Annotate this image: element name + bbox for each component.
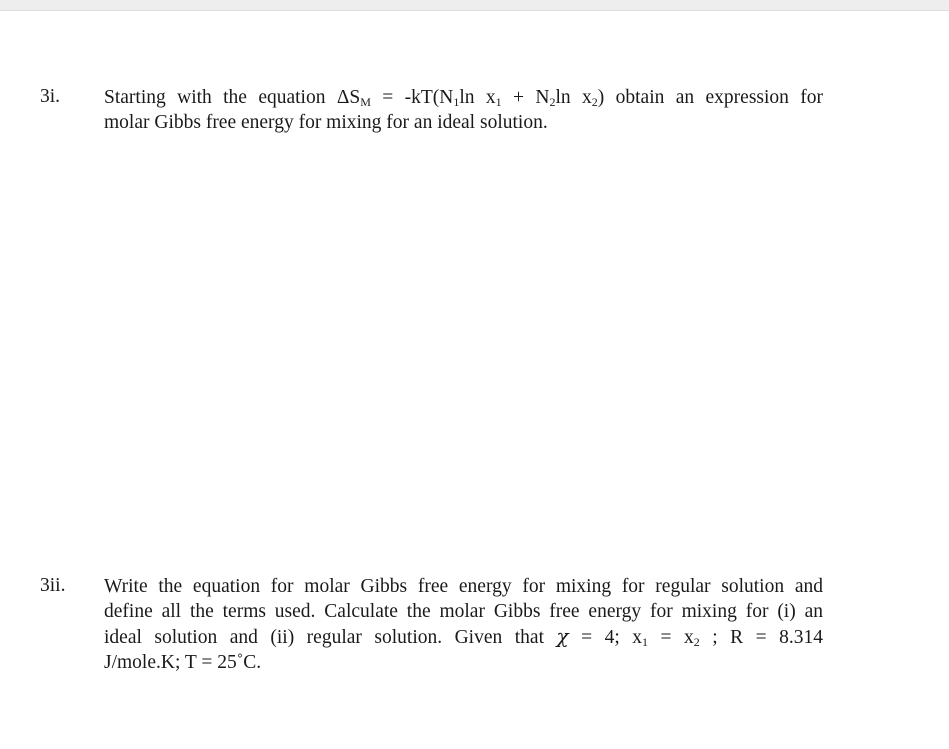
question-number: 3i. (40, 86, 61, 107)
subscript: 2 (693, 635, 700, 649)
top-toolbar-strip (0, 0, 949, 11)
text-segment: = -kT(N (370, 87, 454, 108)
text-segment: ) obtain an expression for (597, 87, 824, 108)
subscript: 1 (642, 635, 648, 649)
text-segment: Starting with the equation ΔS (104, 87, 361, 108)
subscript: 2 (549, 95, 556, 109)
subscript: 1 (453, 95, 460, 109)
subscript: 1 (495, 95, 502, 109)
question-text (104, 86, 823, 135)
question-number: 3ii. (40, 575, 66, 596)
subscript: 2 (591, 95, 598, 109)
text-segment: = 4; x (568, 627, 642, 648)
question-line (104, 86, 823, 111)
text-segment: = x (648, 627, 694, 648)
text-segment: ln x (555, 87, 592, 108)
text-segment: ; R = 8.314 (699, 627, 823, 648)
question-text (104, 575, 823, 675)
text-segment: ln x (459, 87, 496, 108)
text-segment: + N (501, 87, 550, 108)
question-line: Write the equation for molar Gibbs free energy for mixing for regular solution and (104, 576, 823, 597)
chi-symbol: χ (556, 624, 569, 648)
question-line: define all the terms used. Calculate the molar Gibbs free energy for mixing for (i) an (104, 600, 823, 622)
question-line: molar Gibbs free energy for mixing for an ideal solution. (104, 111, 548, 133)
text-segment: ideal solution and (ii) regular solution. Given that (104, 627, 557, 648)
subscript: M (360, 95, 371, 109)
question-line (104, 624, 823, 651)
question-line: J/mole.K; T = 25˚C. (104, 651, 262, 673)
